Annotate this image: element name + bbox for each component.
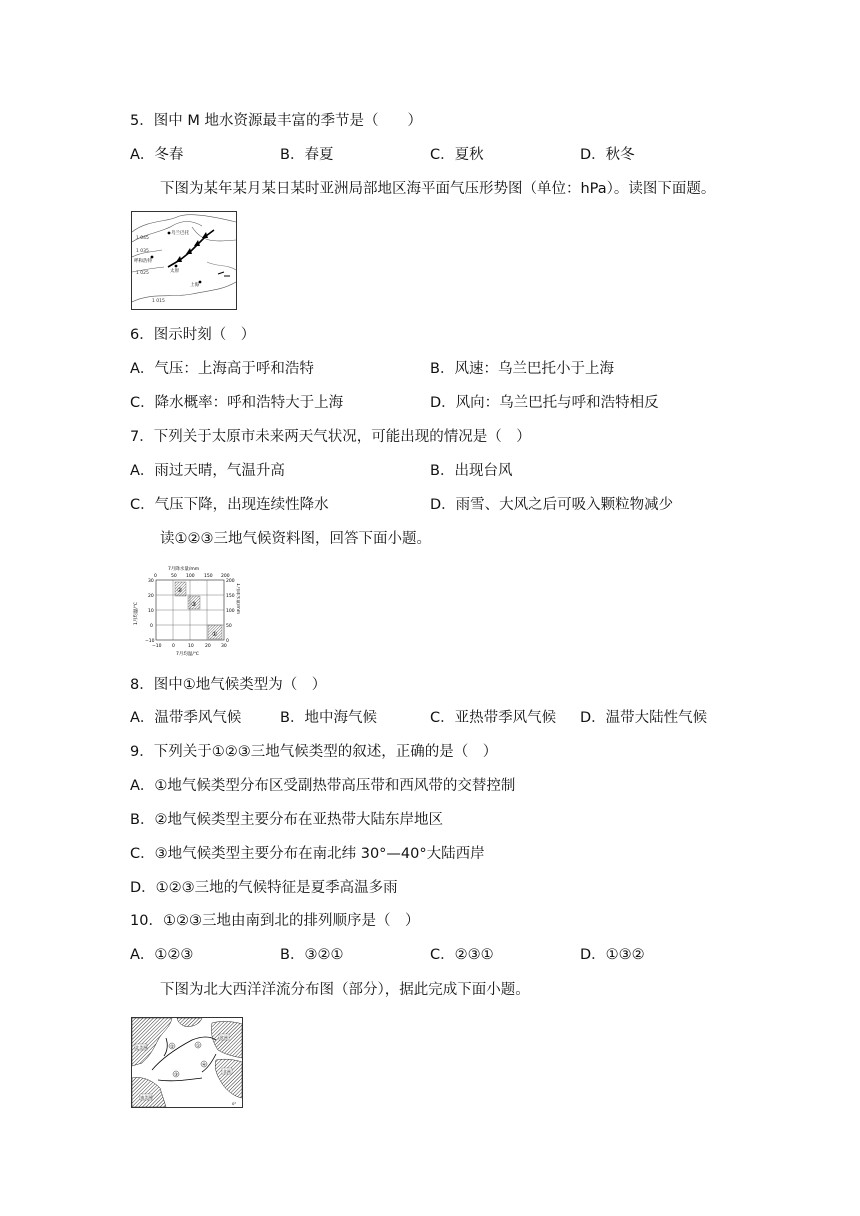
q8-option-d: D．温带大陆性气候: [580, 710, 708, 726]
label-africa: 非洲: [223, 1069, 231, 1074]
climate-bottom-tick-1: 0: [172, 644, 175, 649]
q9-option-d: D．①②③三地的气候特征是夏季高温多雨: [130, 880, 398, 896]
isobar-label-1025: 1 025: [136, 271, 149, 276]
label-north-america: 北美洲: [135, 1045, 147, 1050]
climate-bottom-tick-3: 20: [205, 644, 211, 649]
q7-option-a: A．雨过天晴，气温升高: [130, 463, 285, 479]
q10-option-b: B．③②①: [280, 947, 344, 963]
q6-option-d: D．风向：乌兰巴托与呼和浩特相反: [430, 395, 659, 411]
climate-right-tick-2: 100: [226, 609, 235, 614]
climate-left-tick-4: −10: [145, 639, 155, 644]
ocean-marker-1: ①: [196, 1044, 201, 1049]
q9-stem: 9．下列关于①②③三地气候类型的叙述，正确的是（ ）: [130, 744, 498, 760]
climate-left-label: 1月均温/℃: [134, 602, 139, 625]
q10-option-d: D．①③②: [580, 947, 645, 963]
climate-right-tick-3: 50: [226, 624, 232, 629]
q10-option-c: C．②③①: [430, 947, 494, 963]
q10-stem: 10．①②③三地由南到北的排列顺序是（ ）: [130, 913, 420, 929]
q8-stem: 8．图中①地气候类型为（ ）: [130, 677, 327, 693]
city-hohhot: 呼和浩特: [134, 259, 152, 264]
climate-top-label: 7月降水量/mm: [168, 567, 200, 572]
label-south-america: 南美洲: [140, 1095, 152, 1100]
q5-option-b: B．春夏: [280, 147, 334, 163]
climate-right-label: 1月降水量/mm: [235, 583, 240, 615]
label-europe: 欧洲: [220, 1035, 228, 1040]
intro-pressure-map: 下图为某年某月某日某时亚洲局部地区海平面气压形势图（单位：hPa）。读图下面题。: [160, 181, 716, 197]
q9-option-b: B．②地气候类型主要分布在亚热带大陆东岸地区: [130, 812, 443, 828]
climate-bottom-tick-4: 30: [221, 644, 227, 649]
climate-top-tick-4: 200: [221, 574, 230, 579]
ocean-marker-2: ②: [170, 1045, 175, 1050]
q7-option-d: D．雨雪、大风之后可吸入颗粒物减少: [430, 497, 674, 513]
q7-option-b: B．出现台风: [430, 463, 513, 479]
isobar-label-1035: 1 035: [136, 249, 149, 254]
pressure-map-figure: [131, 211, 237, 310]
q7-option-c: C．气压下降，出现连续性降水: [130, 497, 329, 513]
climate-marker-1: ①: [212, 631, 218, 638]
climate-marker-3: ③: [191, 601, 197, 608]
q5-option-c: C．夏秋: [430, 147, 484, 163]
q5-stem: 5．图中 M 地水资源最丰富的季节是（ ）: [130, 113, 422, 129]
isobar-label-1045: 1 045: [136, 236, 149, 241]
q6-option-a: A．气压：上海高于呼和浩特: [130, 361, 314, 377]
climate-right-tick-0: 200: [226, 579, 235, 584]
q5-option-d: D．秋冬: [580, 147, 635, 163]
climate-bottom-label: 7月均温/℃: [176, 652, 199, 657]
q8-option-c: C．亚热带季风气候: [430, 710, 557, 726]
climate-left-tick-2: 10: [148, 609, 154, 614]
climate-bottom-tick-2: 10: [188, 644, 194, 649]
climate-top-tick-1: 50: [171, 574, 177, 579]
city-shanghai: 上海: [190, 283, 199, 288]
city-ulaanbaatar: 乌兰巴托: [171, 231, 189, 236]
climate-top-tick-3: 150: [204, 574, 213, 579]
climate-left-tick-3: 0: [150, 624, 153, 629]
climate-left-tick-1: 20: [148, 594, 154, 599]
intro-climate-chart: 读①②③三地气候资料图，回答下面小题。: [160, 531, 431, 547]
q8-option-a: A．温带季风气候: [130, 710, 242, 726]
ocean-map-figure: [131, 1017, 243, 1108]
q10-option-a: A．①②③: [130, 947, 194, 963]
city-taiyuan: 太原: [170, 269, 179, 274]
q6-option-b: B．风速：乌兰巴托小于上海: [430, 361, 614, 377]
q8-option-b: B．地中海气候: [280, 710, 377, 726]
climate-right-tick-1: 150: [226, 594, 235, 599]
climate-top-tick-0: 0: [154, 574, 157, 579]
ocean-marker-3: ③: [174, 1073, 179, 1078]
isobar-label-1015: 1 015: [152, 299, 165, 304]
climate-bottom-tick-0: −10: [152, 644, 162, 649]
q6-stem: 6．图示时刻（ ）: [130, 327, 256, 343]
q9-option-a: A．①地气候类型分布区受副热带高压带和西风带的交替控制: [130, 778, 516, 794]
climate-chart-figure: [128, 565, 240, 657]
climate-top-tick-2: 100: [186, 574, 195, 579]
climate-right-tick-4: 0: [226, 639, 229, 644]
climate-left-tick-0: 30: [148, 579, 154, 584]
label-equator: 0°: [232, 1101, 237, 1106]
climate-marker-2: ②: [177, 587, 183, 594]
q6-option-c: C．降水概率：呼和浩特大于上海: [130, 395, 344, 411]
q7-stem: 7．下列关于太原市未来两天气状况，可能出现的情况是（ ）: [130, 429, 531, 445]
q5-option-a: A．冬春: [130, 147, 184, 163]
q9-option-c: C．③地气候类型主要分布在南北纬 30°—40°大陆西岸: [130, 846, 485, 862]
ocean-marker-4: ④: [202, 1063, 207, 1068]
intro-ocean-map: 下图为北大西洋洋流分布图（部分），据此完成下面小题。: [160, 982, 530, 998]
